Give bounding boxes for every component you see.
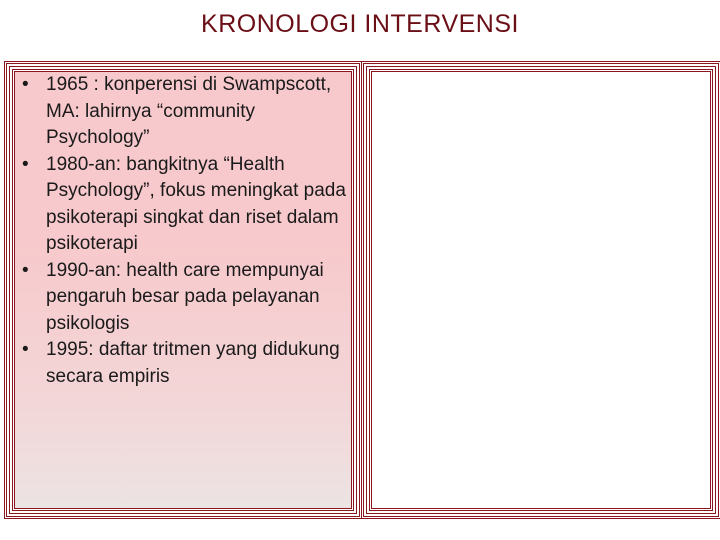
bullet-icon: •	[22, 74, 29, 95]
bullet-text: 1995: daftar tritmen yang didukung secara empiris	[46, 339, 340, 387]
bullet-item-1980	[18, 152, 348, 258]
bullet-item-1990	[18, 258, 348, 338]
bullet-item-1995	[18, 337, 348, 390]
bullet-text: 1990-an: health care mempunyai pengaruh besar pada pelayanan psikologis	[46, 259, 324, 334]
bullet-text: 1980-an: bangkitnya “Health Psychology”, fokus meningkat pada psikoterapi singkat dan riset dalam psikoterapi	[46, 153, 346, 254]
slide-title: KRONOLOGI INTERVENSI	[201, 10, 519, 38]
right-empty-panel	[366, 66, 716, 514]
bullet-icon: •	[22, 259, 29, 281]
bullet-icon: •	[22, 153, 29, 175]
bullet-text: 1965 : konperensi di Swampscott, MA: lahirnya “community Psychology”	[46, 74, 332, 148]
bullet-icon: •	[22, 339, 29, 360]
bullet-item-1965	[18, 72, 348, 152]
bullet-list	[18, 72, 348, 390]
